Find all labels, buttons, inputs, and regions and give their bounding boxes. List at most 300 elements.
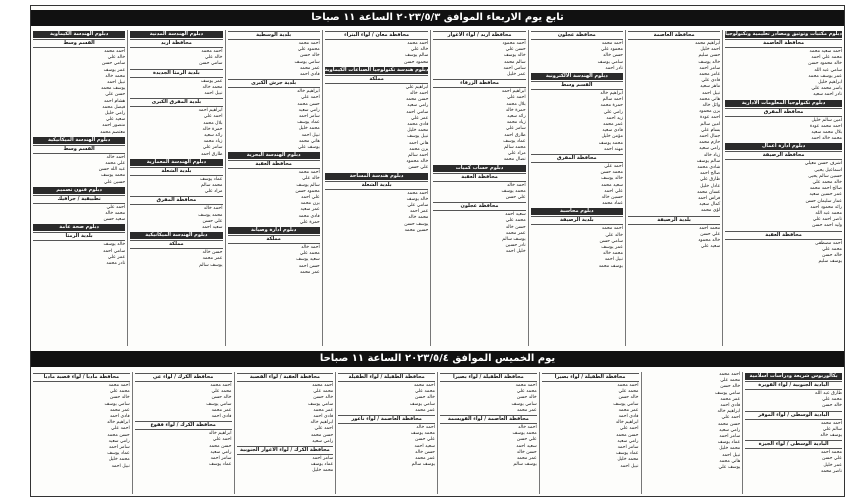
candidate-name: ياسر محمد علي: [811, 86, 842, 92]
candidate-name: ابراهيم خالد: [615, 420, 639, 426]
candidate-name: نادر احمد سعيد: [813, 92, 842, 98]
candidate-name: امين سالم: [700, 121, 721, 127]
candidate-name: سامي يوسف: [714, 390, 741, 396]
candidate-name: احمد سالم: [408, 153, 429, 159]
candidate-name: سامي عبد الله: [814, 67, 842, 73]
day-banner-wednesday: تابع يوم الاربعاء الموافق ٢٠٢٣/٥/٣ الساعة ١١ صباحا: [31, 10, 844, 26]
location-heading: محافظة الطفيلة / لواء بصيرا: [440, 373, 537, 382]
candidate-name: محمد احمد: [699, 225, 721, 231]
candidate-name: رائد سعيد: [507, 114, 526, 120]
candidate-name: احمد محمد: [407, 190, 429, 196]
candidate-name: عماد يوسف: [199, 176, 223, 182]
candidate-name: احمد خالد: [301, 245, 320, 251]
candidate-name: عماد يوسف: [107, 451, 130, 457]
candidate-name: ناصر احمد علي: [812, 217, 842, 223]
candidate-name: محمد خليل: [298, 126, 320, 132]
candidate-name: احمد علي: [506, 95, 526, 101]
candidate-name: بسام علي: [701, 127, 721, 133]
candidate-name: خالد علي: [605, 232, 623, 238]
exam-group: [325, 173, 429, 234]
candidate-name: سامر احمد: [298, 114, 320, 120]
candidate-name: احمد محمد: [820, 420, 842, 426]
candidate-name: هاني احمد: [408, 140, 429, 146]
candidate-name: سامي يوسف: [511, 401, 537, 407]
location-heading: محافظة المفرق: [725, 108, 842, 117]
candidate-name: وائل خالد: [702, 103, 721, 109]
location-heading: بلدية الرمثا: [33, 232, 125, 241]
candidate-name: نبيل احمد: [702, 90, 721, 96]
candidate-name: محمد عبد الله: [815, 211, 842, 217]
candidate-name: احمد محمد: [108, 383, 130, 388]
candidate-name: سامي يوسف: [409, 401, 435, 407]
exam-group: [33, 187, 125, 224]
candidate-name: سامي احمد: [103, 248, 126, 254]
candidate-name: هاني محمد: [699, 96, 721, 102]
location-heading: محافظة الكرك / لواء عي: [135, 373, 232, 382]
candidate-name: سامي يوسف: [597, 59, 623, 65]
candidate-name: احمد علي: [203, 114, 223, 120]
candidate-name: يوسف حسن: [404, 221, 429, 227]
candidate-name: فادي احمد: [720, 403, 741, 409]
candidate-name: خالد محمد علي: [812, 180, 842, 186]
candidate-name: محمد يوسف: [598, 140, 623, 146]
exam-group: [130, 159, 222, 196]
location-heading: محافظة العاصمة / لواء ناعور: [338, 415, 435, 424]
candidate-name: خالد حسن: [720, 384, 741, 390]
candidate-name: مهند احمد: [603, 146, 623, 152]
candidate-name: محمد حسن: [600, 170, 623, 176]
exam-group: [130, 31, 222, 68]
candidate-name: حسين علي: [103, 179, 126, 185]
candidate-name: علي حسن: [408, 165, 429, 171]
candidate-name: حسن خالد: [202, 250, 223, 256]
candidate-name: عمر محمد: [603, 122, 623, 128]
candidate-name: ابراهيم خالد: [310, 420, 334, 426]
candidate-name: سالم محمد: [504, 59, 526, 65]
candidate-name: سامر احمد: [617, 445, 639, 451]
candidate-name: علي حسن: [822, 456, 842, 462]
candidate-name: علي حسن: [505, 195, 526, 201]
candidate-name: نادر احمد: [605, 65, 623, 71]
candidate-name: نبيل احمد: [604, 257, 623, 263]
candidate-name: رامي سعيد: [312, 438, 334, 444]
candidate-name: هشام احمد: [103, 98, 126, 104]
exam-group: [237, 373, 334, 445]
candidate-name: نبيل احمد: [107, 80, 126, 86]
candidate-name: اسماعيل يحيى: [814, 167, 842, 173]
candidate-name: احمد محمد: [601, 41, 623, 46]
candidate-name: سعيد علي: [105, 117, 126, 123]
candidate-name: خالد علي: [204, 55, 223, 61]
candidate-name: سامي حسن: [101, 61, 126, 67]
candidate-name: سامي يوسف: [206, 401, 232, 407]
candidate-name: احمد علي: [106, 204, 126, 210]
candidate-name: خالد يوسف: [406, 196, 429, 202]
program-heading: دبلوم الهندسة الالكترونية: [531, 73, 623, 80]
exam-group: [725, 31, 842, 99]
candidate-name: كمال سعيد: [699, 202, 721, 208]
exam-group: [745, 411, 842, 440]
candidate-name: عمر محمد: [415, 407, 435, 413]
candidate-name: مراد علي: [507, 151, 526, 157]
candidate-name: محمد خليل: [407, 128, 429, 134]
candidate-name: سامي يوسف: [307, 401, 334, 407]
exam-group: [628, 216, 720, 251]
candidate-name: سعيد علي: [700, 244, 721, 250]
candidate-name: حسن علي: [105, 92, 126, 98]
location-heading: محافظة العقبة: [228, 160, 320, 169]
candidate-name: خالد محمود: [698, 238, 721, 244]
candidate-name: سعيد احمد: [505, 212, 526, 218]
candidate-name: خليل احمد: [505, 249, 526, 255]
candidate-name: رامي سعيد: [617, 438, 639, 444]
candidate-name: جمال احمد: [699, 134, 721, 140]
candidate-name: علي حسن: [202, 218, 223, 224]
location-heading: محافظة الرصيفة: [725, 151, 842, 160]
candidate-name: يوسف سليم: [818, 259, 842, 265]
candidate-name: احمد سعيد محمد: [809, 49, 842, 54]
candidate-name: خالد حسن: [109, 395, 130, 401]
exam-group: [33, 373, 130, 470]
schedule-column: [31, 372, 132, 494]
candidate-name: سامر علي: [202, 145, 223, 151]
candidate-name: رائد سعيد: [203, 133, 223, 139]
candidate-name: سامر احمد: [312, 456, 334, 462]
schedule-column: [132, 372, 234, 494]
candidate-name: عمر محمد: [618, 407, 639, 413]
location-heading: محافظة عجلون: [531, 31, 623, 40]
location-heading: محافظة العقبة: [433, 173, 525, 182]
candidate-name: سامي يوسف: [104, 401, 130, 407]
candidate-name: علي احمد: [604, 188, 623, 194]
candidate-name: احمد علي: [604, 164, 623, 170]
candidate-name: عمر محمد: [516, 456, 537, 462]
location-heading: البادية الجنوبية / لواء القويرة: [745, 381, 842, 390]
candidate-name: محمد سالم: [504, 145, 526, 151]
location-heading: محافظة الكرك / لواء الاغوار الجنوبية: [237, 446, 334, 455]
candidate-name: حمزة خالد: [202, 126, 223, 132]
candidate-name: خالد يوسف: [103, 242, 126, 248]
candidate-name: رامي سعيد: [699, 146, 721, 152]
candidate-name: احمد محمد: [413, 383, 435, 388]
candidate-name: احمد علي: [721, 415, 741, 421]
candidate-name: احمد خالد: [203, 206, 223, 212]
schedule-column: [528, 30, 625, 346]
candidate-name: محمد علي: [821, 246, 842, 252]
location-heading: بلدية الرصيفة: [628, 216, 720, 225]
candidate-name: محمود حسن: [404, 59, 429, 65]
exam-group: [228, 79, 320, 151]
candidate-name: عماد يوسف: [615, 451, 639, 457]
exam-group: [33, 31, 125, 136]
candidate-name: حازم محمد: [698, 140, 721, 146]
candidate-name: خالد حسن: [822, 253, 842, 259]
program-heading: دبلوم الهندسة البحرية: [228, 152, 320, 159]
candidate-name: بلال محمد سعيد: [811, 130, 842, 136]
candidate-name: طارق عبد الله: [815, 391, 842, 396]
candidate-name: محمد يوسف: [501, 188, 526, 194]
candidate-name: رامي سعيد: [210, 449, 232, 455]
candidate-name: احمد خالد: [518, 425, 537, 431]
candidate-name: محمد خالد: [202, 84, 223, 90]
candidate-name: سعيد حسن: [103, 217, 126, 223]
candidate-name: خالد حسن: [211, 395, 232, 401]
schedule-column: [127, 30, 224, 346]
candidate-name: عمر محمد: [313, 407, 334, 413]
candidate-name: احمد علي: [619, 426, 639, 432]
candidate-name: رامي سعيد: [108, 438, 130, 444]
candidate-name: رامي سعيد: [719, 427, 741, 433]
candidate-name: حسن محمد: [616, 432, 639, 438]
candidate-name: زياد محمد: [203, 139, 223, 145]
candidate-name: سعيد احمد: [414, 443, 435, 449]
candidate-name: احمد محمد: [210, 383, 232, 388]
location-heading: محافظة المفرق: [531, 154, 623, 163]
candidate-name: احمد خليل: [700, 47, 721, 53]
schedule-column: [625, 30, 722, 346]
candidate-name: عمر علي: [107, 254, 126, 260]
candidate-name: حسين سالم يحيى: [808, 173, 842, 179]
candidate-name: حسن محمد: [297, 101, 320, 107]
candidate-name: فادي احمد: [618, 414, 639, 420]
schedule-column: [225, 30, 322, 346]
exam-group: [531, 31, 623, 72]
candidate-name: محمد يوسف: [512, 431, 537, 437]
candidate-name: عمر خليل: [507, 72, 526, 78]
candidate-name: عماد يوسف: [208, 462, 232, 468]
candidate-name: ابراهيم احمد: [501, 89, 526, 95]
candidate-name: احمد محمد: [719, 372, 741, 377]
exam-group: [531, 208, 623, 269]
candidate-name: فراس احمد: [697, 196, 721, 202]
program-heading: دبلوم ادارة وصيانة: [228, 227, 320, 234]
location-heading: مملكة: [228, 235, 320, 244]
exam-group: [228, 31, 320, 78]
candidate-name: يوسف علي: [297, 145, 320, 151]
candidate-name: خالد حسن: [618, 395, 639, 401]
candidate-name: محمد خليل: [108, 457, 130, 463]
candidate-name: عمر محمد: [299, 269, 320, 275]
day-banner-thursday: يوم الخميس الموافق ٢٠٢٣/٥/٤ الساعة ١١ صباحا: [31, 351, 844, 367]
candidate-name: زياد محمد: [506, 120, 526, 126]
schedule-column: [31, 30, 127, 346]
candidate-name: احمد محمد: [407, 41, 429, 46]
candidate-name: محمد يوسف: [198, 212, 223, 218]
candidate-name: يوسف سالم: [411, 462, 435, 468]
candidate-name: ماهر سعيد: [700, 84, 721, 90]
candidate-name: خالد علي: [302, 176, 320, 182]
exam-group: [531, 154, 623, 207]
candidate-name: ابراهيم خالد: [208, 431, 232, 437]
candidate-name: سالم يوسف: [296, 182, 320, 188]
candidate-name: فيصل محمد: [102, 104, 126, 110]
candidate-name: علي حسن: [516, 437, 537, 443]
candidate-name: يوسف سالم: [513, 462, 537, 468]
candidate-name: محمد خالد احمد: [811, 136, 842, 142]
schedule-column: [641, 372, 743, 494]
exam-group: [33, 137, 125, 186]
candidate-name: احمد محمد عودة: [809, 123, 842, 129]
candidate-name: خالد يوسف: [503, 53, 526, 59]
candidate-name: عماد يوسف: [310, 462, 334, 468]
location-heading: محافظة اربد / لواء الاغوار: [433, 31, 525, 40]
location-heading: محافظة العاصمة / لواء القويسمة: [440, 415, 537, 424]
candidate-name: يوسف محمد: [101, 86, 126, 92]
exam-group: [338, 373, 435, 414]
exam-group: [338, 415, 435, 468]
candidate-name: هاني محمد: [719, 458, 741, 464]
candidate-name: عبد الله حسن: [98, 167, 126, 173]
program-heading: دبلوم صحة عامة: [33, 224, 125, 231]
candidate-name: سامي علي: [407, 203, 429, 209]
candidate-name: عمر احمد: [409, 209, 429, 215]
location-heading: محافظة الطفيلة / لواء بصيرا: [542, 373, 639, 382]
exam-group: [433, 202, 525, 255]
candidate-name: خالد علي: [410, 47, 429, 53]
candidate-name: ابراهيم احمد: [198, 108, 223, 114]
candidate-name: احمد خالد: [106, 154, 126, 160]
candidate-name: سالم يوسف: [404, 53, 429, 59]
candidate-name: سامي يوسف: [294, 59, 320, 65]
program-heading: دبلوم مكتبات وتوثيق ومصادر تعليمية وتكنولوجيا: [725, 31, 842, 37]
program-heading: دبلوم هندسة تكنولوجيا الصناعات الكيماوية: [324, 66, 429, 73]
exam-group: [237, 446, 334, 475]
location-heading: محافظة الزرقاء: [433, 79, 525, 88]
exam-group: [130, 196, 222, 231]
exam-group: [228, 227, 320, 276]
candidate-name: فادي محمد: [298, 213, 320, 219]
exam-group: [531, 73, 623, 153]
location-heading: محافظة العاصمة: [628, 31, 720, 40]
location-heading: بلدية جرش الكبرى: [228, 79, 320, 88]
candidate-name: سامي حسن: [199, 61, 223, 67]
exam-group: [130, 69, 222, 98]
program-heading: دبلوم الهندسة المدنية: [130, 31, 222, 38]
candidate-name: نادر محمد: [106, 261, 126, 267]
candidate-name: معتصم محمد: [100, 129, 126, 135]
candidate-name: احمد خالد: [416, 425, 435, 431]
candidate-name: حسن احمد: [298, 263, 320, 269]
candidate-name: خالد حسن: [299, 53, 320, 59]
candidate-name: سعيد يوسف: [296, 257, 320, 263]
program-heading: دبلوم حساب كميات: [433, 165, 525, 172]
candidate-name: حمزة محمد: [600, 103, 623, 109]
candidate-name: محمد خليل: [719, 446, 741, 452]
candidate-name: احمد مصطفى: [814, 240, 842, 246]
candidate-name: خالد حسن: [313, 395, 334, 401]
candidate-name: نبيل احمد: [301, 132, 320, 138]
candidate-name: احمد خالد: [409, 91, 429, 97]
candidate-name: حسن خالد: [505, 224, 526, 230]
candidate-name: خالد يوسف: [698, 59, 721, 65]
schedule-column: [234, 372, 336, 494]
candidate-name: حسن محمد: [717, 421, 741, 427]
schedule-column: [322, 30, 431, 346]
candidate-name: يوسف سالم: [199, 262, 223, 268]
location-heading: القسم وسط: [531, 81, 623, 90]
candidate-name: احمد محمد: [312, 383, 334, 388]
candidate-name: محمود حسن: [295, 188, 320, 194]
candidate-name: خالد حسن: [415, 395, 435, 401]
candidate-name: عمر سعيد: [300, 207, 320, 213]
candidate-name: علي حسن: [415, 437, 435, 443]
candidate-name: فادي احمد: [211, 414, 232, 420]
candidate-name: سامر احمد: [699, 65, 721, 71]
candidate-name: احمد علي: [301, 95, 320, 101]
schedule-column: [430, 30, 527, 346]
candidate-name: سامر احمد: [108, 445, 130, 451]
candidate-name: محمد خليل: [617, 457, 639, 463]
exam-group: [725, 143, 842, 229]
candidate-name: يوسف سالم: [502, 237, 526, 243]
program-heading: دبلوم ادارة اعمال: [725, 143, 842, 150]
location-heading: مملكة: [325, 75, 429, 84]
location-heading: محافظة معان / لواء البتراء: [325, 31, 429, 40]
candidate-name: محمد خليل: [312, 468, 334, 474]
location-heading: محافظة اربد: [130, 39, 222, 48]
candidate-name: احمد محمد: [601, 226, 623, 232]
candidate-name: سامر احمد: [210, 456, 232, 462]
candidate-name: عمر يوسف: [103, 67, 126, 73]
candidate-name: عمر علي: [410, 115, 429, 121]
candidate-name: ابراهيم خالد: [717, 409, 741, 415]
exam-group: [130, 232, 222, 269]
candidate-name: نبيل احمد: [722, 452, 741, 458]
location-heading: بلدية الرمثا الجديدة: [130, 69, 222, 78]
candidate-name: خالد محمود: [406, 159, 429, 165]
candidate-name: ابراهيم خالد: [600, 91, 623, 97]
candidate-name: حسن محمد: [310, 432, 334, 438]
candidate-name: فادي احمد: [109, 414, 130, 420]
candidate-name: حسين محمد: [404, 227, 429, 233]
candidate-name: عمر يوسف: [200, 78, 223, 84]
exam-group: [628, 31, 720, 215]
candidate-name: يوسف محمد: [598, 263, 623, 269]
location-heading: محافظة العاصمة: [725, 39, 842, 48]
location-heading: محافظة المفرق: [130, 196, 222, 205]
candidate-name: مؤمن خليل: [601, 134, 623, 140]
candidate-name: ابراهيم خالد: [297, 89, 320, 95]
candidate-name: عمر محمد: [202, 256, 223, 262]
candidate-name: محمد خالد: [105, 73, 126, 79]
candidate-name: رامي سعيد: [298, 107, 320, 113]
candidate-name: سامي احمد: [406, 109, 429, 115]
candidate-name: حمزة علي: [299, 219, 320, 225]
schedule-column: [335, 372, 437, 494]
schedule-column: [742, 372, 844, 494]
candidate-name: سعيد احمد: [516, 443, 537, 449]
candidate-name: محمد علي: [505, 218, 526, 224]
candidate-name: نبيل احمد: [204, 91, 223, 97]
candidate-name: محمد علي: [414, 389, 435, 395]
candidate-name: محمد خالد: [408, 215, 429, 221]
candidate-name: رامي علي: [603, 109, 623, 115]
candidate-name: عمر يوسف محمد: [808, 73, 842, 79]
exam-group: [325, 67, 429, 172]
exam-group: [745, 440, 842, 475]
candidate-name: فادي احمد: [313, 414, 334, 420]
candidate-name: محمد علي: [618, 389, 639, 395]
location-heading: محافظة العقبة / لواء القصبة: [237, 373, 334, 382]
location-heading: محافظة عجلون: [433, 202, 525, 211]
candidate-name: عمر محمد: [109, 407, 130, 413]
exam-group: [33, 224, 125, 267]
candidate-name: عمر خليل: [823, 462, 842, 468]
candidate-name: سامي حسن: [599, 238, 623, 244]
program-heading: بكالوريوس شريعة ودراسات اسلامية: [745, 373, 842, 380]
schedule-column: [437, 372, 539, 494]
location-heading: محافظة العقبة: [725, 231, 842, 240]
